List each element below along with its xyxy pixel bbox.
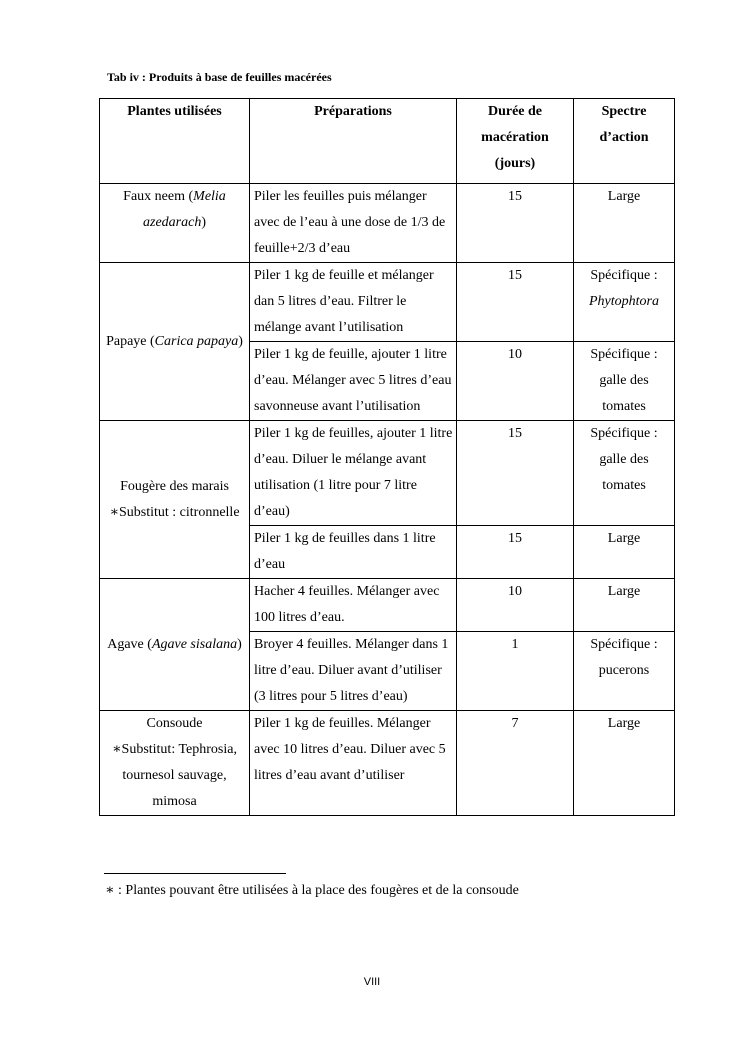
spectrum-cell: Large: [574, 579, 675, 632]
duration-cell: 15: [457, 421, 574, 526]
plant-cell: Consoude ∗Substitut: Tephrosia, tournesol sauvage, mimosa: [100, 711, 250, 816]
preparation-cell: Piler 1 kg de feuilles. Mélanger avec 10 litres d’eau. Diluer avec 5 litres d’eau avant d’utiliser: [250, 711, 457, 816]
spectrum-cell: Spécifique : galle des tomates: [574, 342, 675, 421]
spectrum-cell: Large: [574, 184, 675, 263]
duration-cell: 1: [457, 632, 574, 711]
spectrum-cell: Large: [574, 526, 675, 579]
header-duration: Durée de macération (jours): [457, 99, 574, 184]
spectrum-cell: Spécifique : galle des tomates: [574, 421, 675, 526]
duration-cell: 15: [457, 526, 574, 579]
preparation-cell: Piler 1 kg de feuille et mélanger dan 5 litres d’eau. Filtrer le mélange avant l’utilisation: [250, 263, 457, 342]
table-row: [100, 184, 675, 263]
preparation-cell: Piler 1 kg de feuille, ajouter 1 litre d’eau. Mélanger avec 5 litres d’eau savonneuse avant l’utilisation: [250, 342, 457, 421]
plant-cell: Faux neem (Melia azedarach): [100, 184, 250, 263]
spectrum-cell: Large: [574, 711, 675, 816]
table-row: [100, 579, 675, 632]
table-row: [100, 421, 675, 526]
header-row: [100, 99, 675, 184]
header-preparations: Préparations: [250, 99, 457, 184]
duration-cell: 10: [457, 342, 574, 421]
table-row: [100, 263, 675, 342]
plant-cell: Fougère des marais ∗Substitut : citronnelle: [100, 421, 250, 579]
spectrum-cell: Spécifique : Phytophtora: [574, 263, 675, 342]
preparation-cell: Broyer 4 feuilles. Mélanger dans 1 litre d’eau. Diluer avant d’utiliser (3 litres pour 5 litres d’eau): [250, 632, 457, 711]
footnote-separator: [104, 873, 286, 874]
preparation-cell: Piler 1 kg de feuilles dans 1 litre d’eau: [250, 526, 457, 579]
duration-cell: 15: [457, 263, 574, 342]
footnote: ∗ : Plantes pouvant être utilisées à la place des fougères et de la consoude: [105, 883, 519, 898]
spectrum-cell: Spécifique : pucerons: [574, 632, 675, 711]
duration-cell: 15: [457, 184, 574, 263]
header-spectrum: Spectre d’action: [574, 99, 675, 184]
plant-cell: Agave (Agave sisalana): [100, 579, 250, 711]
table-row: [100, 711, 675, 816]
duration-cell: 10: [457, 579, 574, 632]
table-caption: Tab iv : Produits à base de feuilles macérées: [107, 70, 332, 84]
preparation-cell: Piler les feuilles puis mélanger avec de l’eau à une dose de 1/3 de feuille+2/3 d’eau: [250, 184, 457, 263]
page-number: VIII: [363, 976, 381, 988]
plant-cell: Papaye (Carica papaya): [100, 263, 250, 421]
macerated-leaves-table: [99, 98, 675, 816]
preparation-cell: Hacher 4 feuilles. Mélanger avec 100 litres d’eau.: [250, 579, 457, 632]
header-plants: Plantes utilisées: [100, 99, 250, 184]
preparation-cell: Piler 1 kg de feuilles, ajouter 1 litre d’eau. Diluer le mélange avant utilisation (1 litre pour 7 litre d’eau): [250, 421, 457, 526]
duration-cell: 7: [457, 711, 574, 816]
